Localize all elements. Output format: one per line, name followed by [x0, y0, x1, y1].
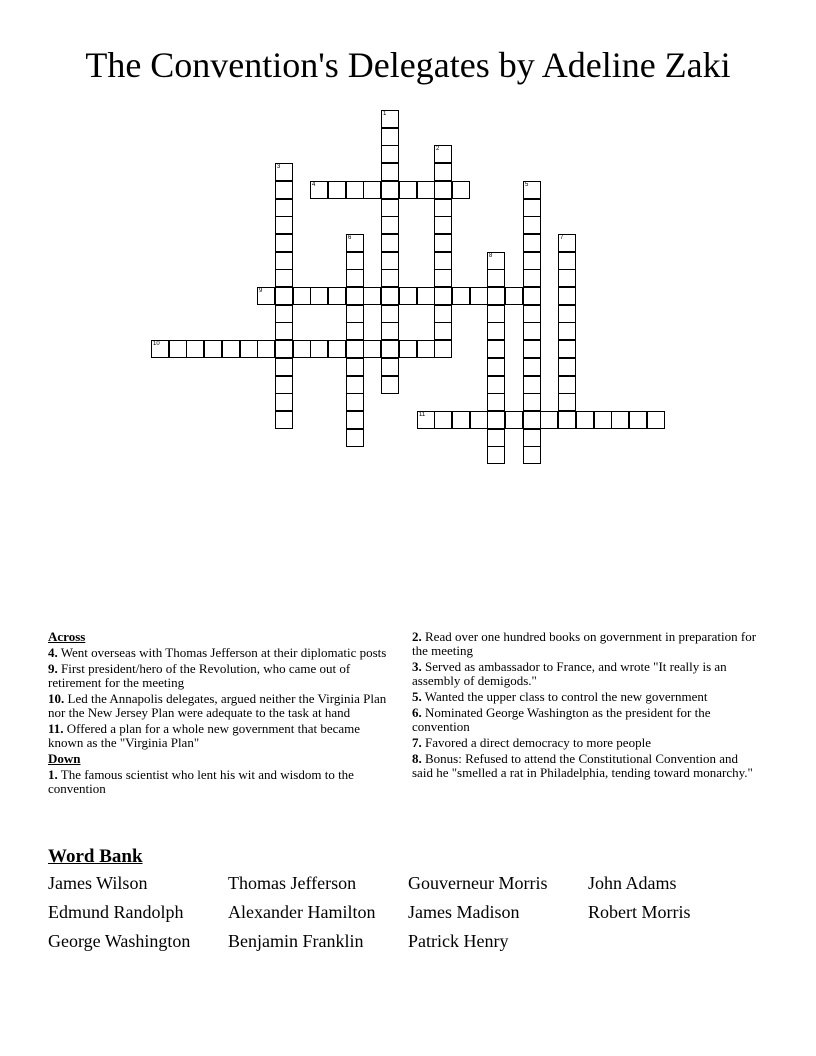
clue-number: 9. [48, 661, 58, 676]
cell-number: 9 [259, 288, 263, 294]
grid-cell[interactable] [452, 411, 470, 429]
grid-cell[interactable] [346, 393, 364, 411]
across-clue [48, 646, 398, 660]
grid-cell[interactable] [487, 322, 505, 340]
grid-cell[interactable] [523, 393, 541, 411]
grid-cell[interactable] [487, 305, 505, 323]
clue-number: 1. [48, 767, 58, 782]
cell-number: 5 [525, 182, 529, 188]
grid-cell[interactable] [523, 269, 541, 287]
grid-cell[interactable] [346, 429, 364, 447]
grid-cell[interactable] [363, 340, 381, 358]
grid-cell[interactable] [275, 322, 293, 340]
across-clue [48, 692, 398, 720]
grid-cell[interactable] [363, 181, 381, 199]
grid-cell[interactable] [594, 411, 612, 429]
clue-text: Read over one hundred books on government in preparation for the meeting [412, 629, 757, 658]
grid-cell[interactable] [346, 234, 364, 252]
grid-cell[interactable] [346, 252, 364, 270]
grid-cell[interactable] [381, 376, 399, 394]
crossword-grid[interactable] [0, 0, 816, 480]
grid-cell[interactable] [186, 340, 204, 358]
grid-cell[interactable] [487, 340, 505, 358]
word-bank-entry: James Madison [408, 902, 520, 922]
clue-text: Wanted the upper class to control the new government [421, 689, 708, 704]
grid-cell[interactable] [275, 234, 293, 252]
cell-number: 8 [489, 253, 493, 259]
grid-cell[interactable] [505, 411, 523, 429]
word-bank-title: Word Bank [48, 846, 143, 867]
cell-number: 7 [560, 235, 564, 241]
down-clue-list-continued [412, 630, 762, 780]
grid-cell[interactable] [523, 199, 541, 217]
cell-number: 3 [277, 164, 281, 170]
cell-number: 10 [153, 341, 160, 347]
grid-cell[interactable] [434, 322, 452, 340]
clue-number: 7. [412, 735, 422, 750]
clues-column-right [412, 630, 762, 782]
grid-cell[interactable] [399, 340, 417, 358]
word-bank-entry: Edmund Randolph [48, 902, 184, 922]
grid-cell[interactable] [523, 429, 541, 447]
clue-number: 2. [412, 629, 422, 644]
grid-cell[interactable] [647, 411, 665, 429]
word-bank-grid [48, 872, 768, 953]
grid-cell[interactable] [487, 358, 505, 376]
grid-cell[interactable] [381, 216, 399, 234]
grid-cell[interactable] [452, 287, 470, 305]
grid-cell[interactable] [346, 181, 364, 199]
word-bank-entry: Robert Morris [588, 902, 691, 922]
down-clue-list [48, 768, 398, 796]
word-bank-entry: Patrick Henry [408, 931, 509, 951]
grid-cell[interactable] [381, 322, 399, 340]
grid-cell[interactable] [434, 340, 452, 358]
grid-cell[interactable] [434, 252, 452, 270]
grid-cell[interactable] [487, 376, 505, 394]
grid-cell[interactable] [523, 376, 541, 394]
cell-number: 11 [419, 412, 426, 418]
clue-text: Favored a direct democracy to more people [421, 735, 651, 750]
grid-cell[interactable] [275, 163, 293, 181]
down-clue [412, 660, 762, 688]
word-bank-entry: James Wilson [48, 873, 148, 893]
page-title: The Convention's Delegates by Adeline Zaki [85, 45, 731, 85]
grid-cell[interactable] [487, 269, 505, 287]
grid-cell[interactable] [434, 411, 452, 429]
grid-cell[interactable] [434, 269, 452, 287]
grid-cell[interactable] [417, 340, 435, 358]
grid-cell[interactable] [257, 340, 275, 358]
grid-cell[interactable] [328, 340, 346, 358]
grid-cell[interactable] [487, 252, 505, 270]
grid-cell[interactable] [523, 358, 541, 376]
grid-cell[interactable] [381, 305, 399, 323]
grid-cell[interactable] [381, 163, 399, 181]
grid-cell[interactable] [434, 234, 452, 252]
word-bank-entry: Alexander Hamilton [228, 902, 376, 922]
word-bank-entry: Thomas Jefferson [228, 873, 357, 893]
clue-number: 3. [412, 659, 422, 674]
down-clue [48, 768, 398, 796]
grid-cell[interactable] [363, 287, 381, 305]
grid-cell[interactable] [558, 393, 576, 411]
grid-cell[interactable] [399, 287, 417, 305]
grid-cell[interactable] [611, 411, 629, 429]
grid-cell[interactable] [417, 411, 435, 429]
word-bank-entry: Benjamin Franklin [228, 931, 364, 951]
grid-cell[interactable] [417, 181, 435, 199]
grid-cell[interactable] [558, 269, 576, 287]
grid-cell[interactable] [505, 287, 523, 305]
clues-column-left [48, 630, 398, 798]
grid-cell[interactable] [275, 411, 293, 429]
grid-cell[interactable] [346, 376, 364, 394]
grid-cell[interactable] [558, 322, 576, 340]
grid-cell[interactable] [346, 305, 364, 323]
grid-cell[interactable] [523, 234, 541, 252]
grid-cell[interactable] [346, 269, 364, 287]
grid-cell[interactable] [558, 252, 576, 270]
grid-cell[interactable] [558, 376, 576, 394]
grid-cell[interactable] [275, 252, 293, 270]
grid-cell[interactable] [576, 411, 594, 429]
grid-cell[interactable] [452, 181, 470, 199]
clue-text: Served as ambassador to France, and wrote "It really is an assembly of demigods." [412, 659, 727, 688]
grid-cell[interactable] [381, 287, 399, 305]
grid-cell[interactable] [434, 305, 452, 323]
grid-cell[interactable] [381, 199, 399, 217]
grid-cell[interactable] [523, 322, 541, 340]
grid-cell[interactable] [275, 181, 293, 199]
grid-cell[interactable] [487, 393, 505, 411]
grid-cell[interactable] [558, 411, 576, 429]
grid-cell[interactable] [487, 287, 505, 305]
cell-number: 1 [383, 111, 387, 117]
grid-cell[interactable] [346, 411, 364, 429]
clue-number: 6. [412, 705, 422, 720]
across-clue [48, 662, 398, 690]
across-clue-list [48, 646, 398, 750]
grid-cell[interactable] [629, 411, 647, 429]
grid-cell[interactable] [434, 216, 452, 234]
grid-cell[interactable] [346, 322, 364, 340]
grid-cell[interactable] [310, 181, 328, 199]
clue-number: 11. [48, 721, 64, 736]
grid-cell[interactable] [434, 287, 452, 305]
grid-cell[interactable] [381, 358, 399, 376]
clue-text: The famous scientist who lent his wit and wisdom to the convention [48, 767, 354, 796]
clue-text: First president/hero of the Revolution, who came out of retirement for the meeting [48, 661, 351, 690]
word-bank-entry: George Washington [48, 931, 191, 951]
across-heading: Across [48, 629, 86, 644]
clue-text: Went overseas with Thomas Jefferson at their diplomatic posts [57, 645, 387, 660]
grid-cell[interactable] [328, 181, 346, 199]
grid-cell[interactable] [275, 199, 293, 217]
grid-cell[interactable] [487, 411, 505, 429]
grid-cell[interactable] [346, 358, 364, 376]
grid-cell[interactable] [523, 252, 541, 270]
grid-cell[interactable] [434, 181, 452, 199]
grid-cell[interactable] [558, 340, 576, 358]
grid-cell[interactable] [417, 287, 435, 305]
grid-cell[interactable] [204, 340, 222, 358]
word-bank-entry: Gouverneur Morris [408, 873, 548, 893]
grid-cell[interactable] [381, 252, 399, 270]
grid-cell[interactable] [275, 269, 293, 287]
grid-cell[interactable] [523, 305, 541, 323]
cell-number: 6 [348, 235, 352, 241]
grid-cell[interactable] [558, 358, 576, 376]
grid-cell[interactable] [523, 446, 541, 464]
grid-cell[interactable] [470, 287, 488, 305]
grid-cell[interactable] [151, 340, 169, 358]
grid-cell[interactable] [523, 411, 541, 429]
grid-cell[interactable] [399, 181, 417, 199]
grid-cell[interactable] [381, 110, 399, 128]
down-clue [412, 630, 762, 658]
grid-cell[interactable] [240, 340, 258, 358]
grid-cell[interactable] [487, 429, 505, 447]
across-clue [48, 722, 398, 750]
grid-cell[interactable] [381, 145, 399, 163]
grid-cell[interactable] [487, 446, 505, 464]
down-clue [412, 706, 762, 734]
grid-cell[interactable] [275, 376, 293, 394]
grid-cell[interactable] [346, 340, 364, 358]
word-bank [48, 846, 768, 953]
grid-cell[interactable] [558, 234, 576, 252]
cell-number: 2 [436, 146, 440, 152]
grid-cell[interactable] [275, 340, 293, 358]
grid-cell[interactable] [275, 287, 293, 305]
grid-cell[interactable] [275, 305, 293, 323]
clue-number: 8. [412, 751, 422, 766]
clue-number: 10. [48, 691, 65, 706]
down-clue [412, 690, 762, 704]
down-clue [412, 752, 762, 780]
grid-cell[interactable] [470, 411, 488, 429]
down-clue [412, 736, 762, 750]
grid-cell[interactable] [558, 305, 576, 323]
clue-text: Offered a plan for a whole new government that became known as the "Virginia Plan" [48, 721, 361, 750]
grid-cell[interactable] [523, 340, 541, 358]
grid-cell[interactable] [222, 340, 240, 358]
grid-cell[interactable] [434, 199, 452, 217]
clue-number: 5. [412, 689, 422, 704]
grid-cell[interactable] [558, 287, 576, 305]
grid-cell[interactable] [293, 340, 311, 358]
grid-cell[interactable] [328, 287, 346, 305]
grid-cell[interactable] [381, 128, 399, 146]
grid-cell[interactable] [275, 358, 293, 376]
grid-cell[interactable] [381, 181, 399, 199]
grid-cell[interactable] [346, 287, 364, 305]
grid-cell[interactable] [257, 287, 275, 305]
grid-cell[interactable] [434, 145, 452, 163]
grid-cell[interactable] [275, 393, 293, 411]
grid-cell[interactable] [293, 287, 311, 305]
clue-text: Nominated George Washington as the president for the convention [412, 705, 711, 734]
grid-cell[interactable] [169, 340, 187, 358]
grid-cell[interactable] [310, 287, 328, 305]
grid-cell[interactable] [310, 340, 328, 358]
grid-cell[interactable] [381, 269, 399, 287]
grid-cell[interactable] [381, 340, 399, 358]
grid-cell[interactable] [523, 216, 541, 234]
grid-cell[interactable] [434, 163, 452, 181]
grid-cell[interactable] [275, 216, 293, 234]
clue-text: Led the Annapolis delegates, argued neither the Virginia Plan nor the New Jersey Plan were adequate to the task at hand [48, 691, 387, 720]
grid-cell[interactable] [381, 234, 399, 252]
grid-cell[interactable] [523, 287, 541, 305]
cell-number: 4 [312, 182, 316, 188]
down-heading: Down [48, 751, 81, 766]
word-bank-entry: John Adams [588, 873, 677, 893]
clue-number: 4. [48, 645, 58, 660]
grid-cell[interactable] [540, 411, 558, 429]
clue-text: Bonus: Refused to attend the Constitutional Convention and said he "smelled a rat in Philadelphia, tending toward monarchy." [412, 751, 753, 780]
grid-cell[interactable] [523, 181, 541, 199]
